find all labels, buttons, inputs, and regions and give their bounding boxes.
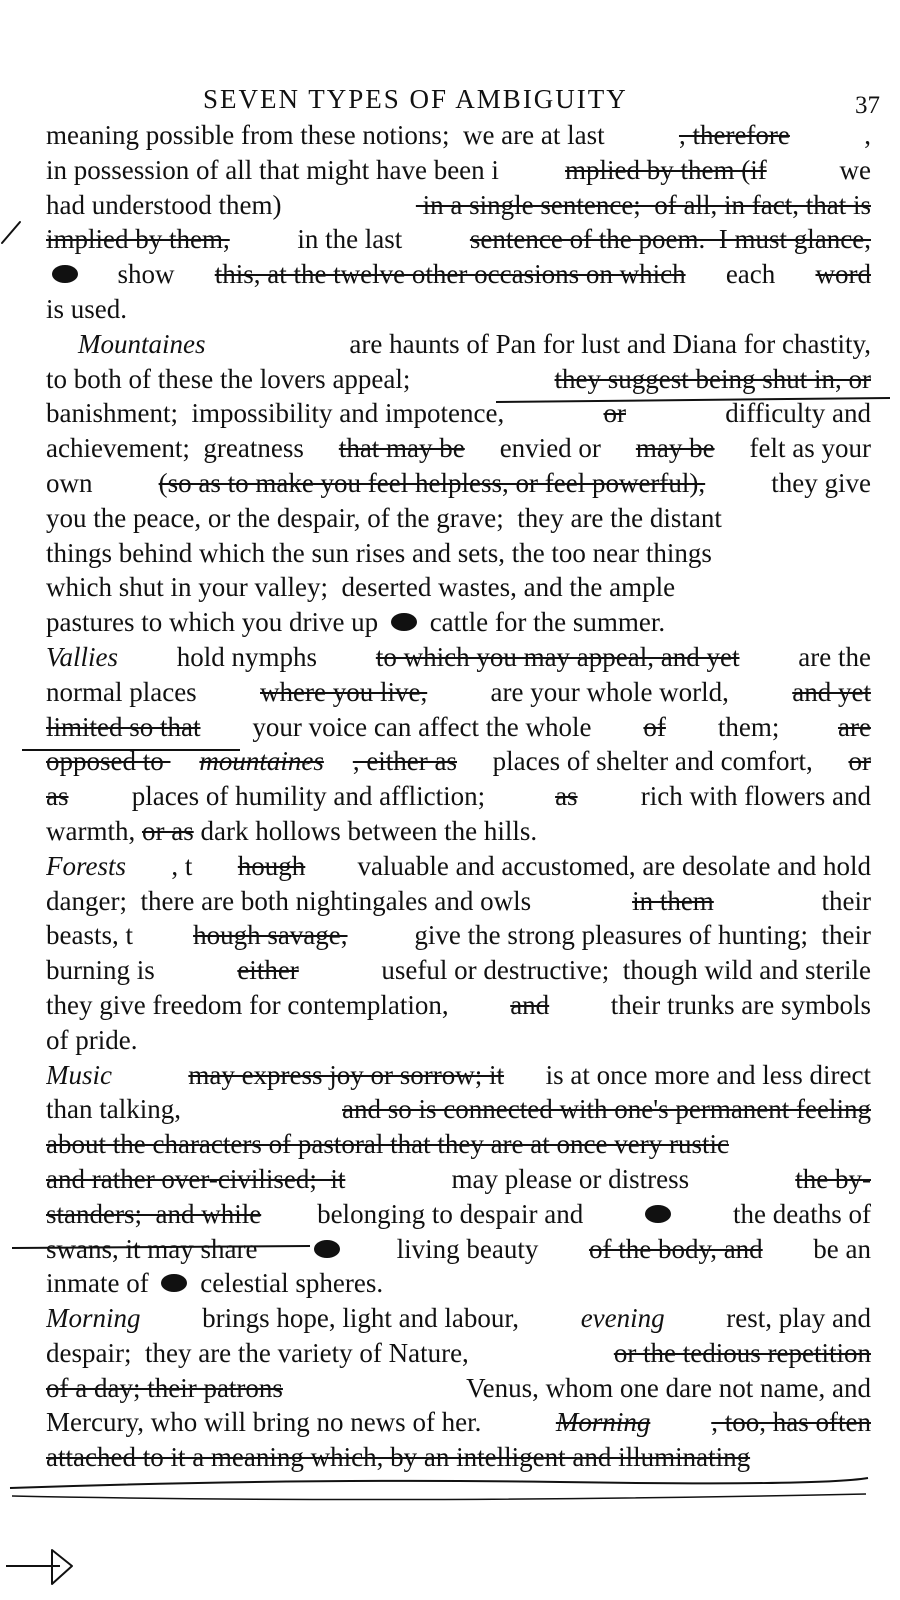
text-segment: useful or destructive; though wild and sterile <box>374 955 871 986</box>
text-line <box>46 257 871 292</box>
text-segment: hold nymphs <box>170 641 324 672</box>
struck-text: implied by them, <box>46 224 230 255</box>
text-segment: felt as your <box>742 433 871 464</box>
text-segment: cattle for the summer. <box>422 607 666 638</box>
text-line <box>46 466 871 501</box>
text-segment: in possession of all that might have been i <box>46 154 499 185</box>
text-line <box>46 1232 871 1267</box>
struck-text: mountaines <box>199 746 324 777</box>
text-segment: places of shelter and comfort, <box>485 746 820 777</box>
text-segment: in the last <box>290 224 410 255</box>
struck-text: may express joy or sorrow; it <box>188 1059 505 1090</box>
struck-text: or the tedious repetition <box>613 1337 871 1368</box>
text-segment: they give <box>764 467 871 498</box>
text-segment: are haunts of Pan for lust and Diana for chastity, <box>342 328 871 359</box>
text-line <box>46 153 871 188</box>
text-segment: Mountaines <box>78 328 206 359</box>
text-line <box>46 918 871 953</box>
struck-text: and <box>510 989 550 1020</box>
struck-text: and yet <box>792 676 871 707</box>
text-segment: banishment; impossibility and impotence, <box>46 398 511 429</box>
text-line <box>46 1197 871 1232</box>
text-line <box>46 779 871 814</box>
struck-text: or <box>848 746 871 777</box>
margin-slash-mark <box>2 222 20 243</box>
text-segment: , <box>864 120 871 150</box>
ink-blot-mark <box>391 613 417 631</box>
text-segment: meaning possible from these notions; we are at last <box>46 120 605 150</box>
text-segment: to both of these the lovers appeal; <box>46 363 424 394</box>
struck-text: to which you may appeal, and yet <box>375 641 740 672</box>
margin-arrow-icon <box>6 1550 72 1584</box>
text-segment: Music <box>46 1059 112 1090</box>
text-line <box>46 1058 871 1093</box>
text-line <box>46 849 871 884</box>
text-line <box>46 605 871 640</box>
struck-text: Morning <box>555 1407 651 1438</box>
text-segment <box>147 1058 154 1093</box>
text-line <box>46 222 871 257</box>
text-segment: each <box>719 259 783 290</box>
struck-text: where you live, <box>260 676 428 707</box>
struck-text: the by- <box>795 1163 871 1194</box>
text-segment: dark hollows between the hills. <box>193 815 538 846</box>
text-segment: beasts, t <box>46 920 133 951</box>
text-line <box>46 292 871 327</box>
text-line <box>46 1127 871 1162</box>
text-line <box>46 953 871 988</box>
text-segment: own <box>46 467 100 498</box>
text-segment: warmth, <box>46 815 142 846</box>
text-segment: Morning <box>46 1303 141 1334</box>
struck-text: and so is connected with one's permanent feeling <box>342 1094 871 1125</box>
text-line <box>46 640 871 675</box>
struck-text: , either as <box>352 746 458 777</box>
text-segment: you the peace, or the despair, of the grave; they are the distant <box>46 502 722 533</box>
text-segment: swans, it may share <box>46 1233 265 1264</box>
struck-text: as <box>555 781 578 812</box>
text-segment: difficulty and <box>718 398 871 429</box>
text-line <box>46 1266 871 1301</box>
text-segment: show <box>117 259 182 290</box>
text-segment: rest, play and <box>719 1303 871 1334</box>
text-line <box>46 1023 871 1058</box>
text-line <box>46 1092 871 1127</box>
text-line <box>46 1440 871 1475</box>
struck-text: in a single sentence; of all, in fact, that is <box>415 189 871 220</box>
struck-text: sentence of the poem. I must glance, <box>469 224 871 255</box>
text-segment: Venus, whom one dare not name, and <box>459 1372 871 1403</box>
struck-text: limited so that <box>46 711 201 742</box>
text-segment: give the strong pleasures of hunting; their <box>407 920 871 951</box>
text-line <box>46 675 871 710</box>
struck-text: mplied by them (if <box>564 154 767 185</box>
text-line <box>46 1336 871 1371</box>
ink-blot-mark <box>52 265 78 283</box>
struck-text: , therefore <box>678 120 790 150</box>
text-segment: normal places <box>46 676 204 707</box>
body-text <box>46 118 871 1475</box>
struck-text: of <box>643 711 666 742</box>
text-segment: than talking, <box>46 1094 188 1125</box>
struck-text: and rather over-civilised; it <box>46 1163 346 1194</box>
text-segment: them; <box>711 711 793 742</box>
text-line <box>46 327 871 362</box>
text-segment: envied or <box>492 433 608 464</box>
text-line <box>46 710 871 745</box>
text-segment: burning is <box>46 955 162 986</box>
text-segment: their trunks are symbols <box>604 989 871 1020</box>
text-line <box>46 362 871 397</box>
text-segment: pastures to which you drive up <box>46 607 385 638</box>
strike-scrawl-bottom <box>10 1478 868 1488</box>
text-segment: may please or distress <box>444 1163 696 1194</box>
text-segment: celestial spheres. <box>193 1268 384 1299</box>
text-segment: we <box>832 154 871 185</box>
text-segment: your voice can affect the whole <box>245 711 599 742</box>
text-line <box>46 988 871 1023</box>
struck-text: of a day; their patrons <box>46 1372 283 1403</box>
text-line <box>46 188 871 223</box>
text-line <box>46 570 871 605</box>
struck-text: attached to it a meaning which, by an intelligent and illuminating <box>46 1442 751 1473</box>
text-line <box>46 536 871 571</box>
text-line <box>46 431 871 466</box>
text-line <box>46 744 871 779</box>
struck-text: hough savage, <box>193 920 348 951</box>
ink-blot-mark <box>314 1240 340 1258</box>
text-segment: danger; there are both nightingales and owls <box>46 885 538 916</box>
text-segment: brings hope, light and labour, <box>195 1303 526 1334</box>
text-segment: which shut in your valley; deserted wastes, and the ample <box>46 572 676 603</box>
struck-text: word <box>815 259 871 290</box>
page-header <box>0 84 900 119</box>
text-segment: places of humility and affliction; <box>124 781 499 812</box>
text-line <box>46 1405 871 1440</box>
text-segment: valuable and accustomed, are desolate and hold <box>350 850 871 881</box>
text-segment: Vallies <box>46 641 118 672</box>
text-segment: living beauty <box>389 1233 546 1264</box>
ink-blot-mark <box>161 1274 187 1292</box>
struck-text: that may be <box>338 433 465 464</box>
running-title: SEVEN TYPES OF AMBIGUITY <box>203 84 628 114</box>
page-number: 37 <box>855 92 880 119</box>
text-segment: belonging to despair and <box>310 1198 591 1229</box>
text-segment: evening <box>580 1303 665 1334</box>
text-line <box>46 1162 871 1197</box>
text-segment: Mercury, who will bring no news of her. <box>46 1407 495 1438</box>
struck-text: of the body, and <box>588 1233 763 1264</box>
struck-text: standers; and while <box>46 1198 262 1229</box>
text-line <box>46 118 871 153</box>
struck-text: hough <box>237 850 306 881</box>
struck-text: in them <box>632 885 714 916</box>
text-line <box>46 884 871 919</box>
struck-text: this, at the twelve other occasions on which <box>214 259 686 290</box>
text-segment: be an <box>806 1233 871 1264</box>
struck-text: or as <box>141 815 194 846</box>
struck-text: or <box>603 398 626 429</box>
text-line <box>46 814 871 849</box>
text-segment: is at once more and less direct <box>538 1059 871 1090</box>
text-segment: Forests <box>46 850 126 881</box>
ink-blot-mark <box>645 1205 671 1223</box>
struck-text: are <box>837 711 871 742</box>
text-line <box>46 1301 871 1336</box>
text-line <box>46 1371 871 1406</box>
strike-scrawl-bottom-2 <box>12 1494 866 1500</box>
struck-text: either <box>237 955 299 986</box>
text-segment: things behind which the sun rises and sets, the too near things <box>46 537 712 568</box>
text-segment: are your whole world, <box>483 676 736 707</box>
struck-text: they suggest being shut in, or <box>554 363 871 394</box>
text-segment: had understood them) <box>46 189 282 220</box>
text-line <box>46 501 871 536</box>
struck-text: (so as to make you feel helpless, or feel powerful), <box>158 467 706 498</box>
text-segment: is used. <box>46 293 127 324</box>
text-segment: inmate of <box>46 1268 156 1299</box>
struck-text: about the characters of pastoral that they are at once very rustic <box>46 1129 729 1160</box>
text-segment: despair; they are the variety of Nature, <box>46 1337 476 1368</box>
text-segment: the deaths of <box>726 1198 871 1229</box>
text-segment: rich with flowers and <box>634 781 871 812</box>
text-segment: , t <box>171 850 193 881</box>
text-line <box>46 396 871 431</box>
struck-text: , too, has often <box>711 1407 871 1438</box>
struck-text: opposed to <box>46 746 171 777</box>
text-segment: they give freedom for contemplation, <box>46 989 456 1020</box>
text-segment: achievement; greatness <box>46 433 311 464</box>
text-segment: of pride. <box>46 1024 138 1055</box>
struck-text: may be <box>635 433 715 464</box>
struck-text: as <box>46 781 69 812</box>
text-segment: are the <box>791 641 871 672</box>
text-segment: their <box>808 885 871 916</box>
